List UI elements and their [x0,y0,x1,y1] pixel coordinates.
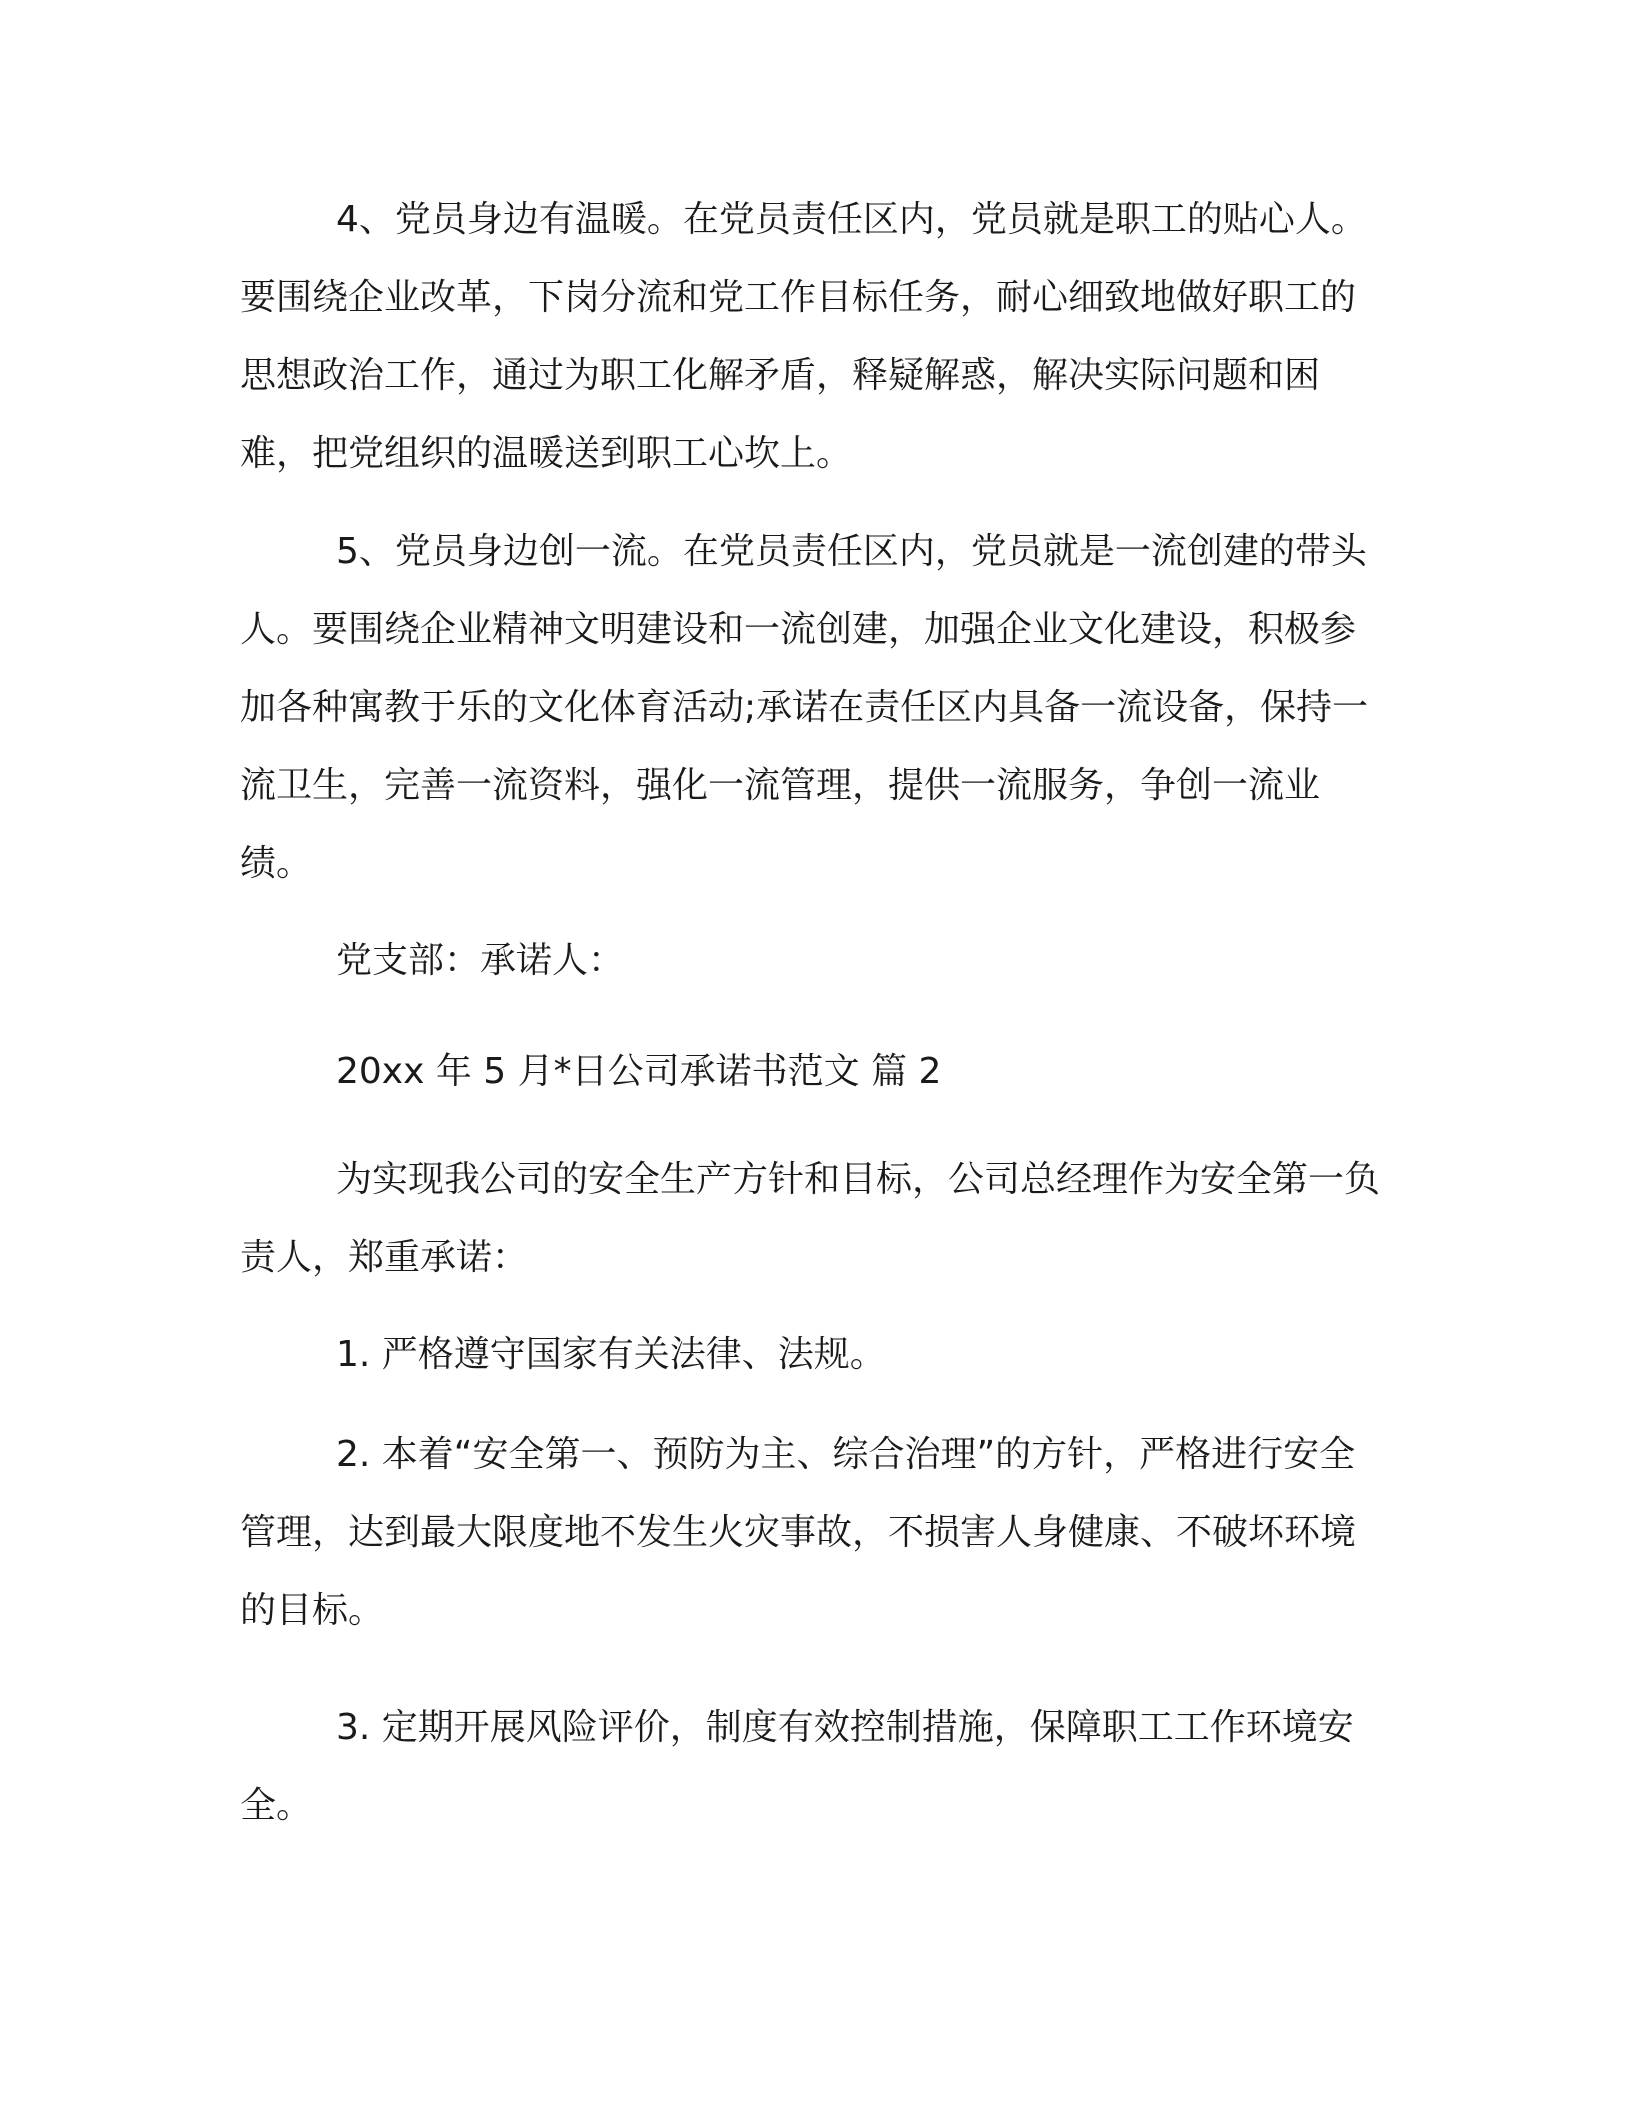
list-item-1: 1. 严格遵守国家有关法律、法规。 [336,1334,886,1375]
paragraph-signature-line: 党支部：承诺人： [336,940,625,981]
list-item-3: 3. 定期开展风险评价，制度有效控制措施，保障职工工作环境安全。 [240,1707,1354,1826]
paragraph-first-class: 5、党员身边创一流。在党员责任区内，党员就是一流创建的带头人。要围绕企业精神文明建设和一流创建，加强企业文化建设，积极参加各种寓教于乐的文化体育活动;承诺在责任区内具备一流设备，保持一流卫生，完善一流资料，强化一流管理，提供一流服务，争创一流业绩。 [240,531,1369,884]
section-heading: 20xx 年 5 月*日公司承诺书范文 篇 2 [336,1051,942,1092]
paragraph-intro: 为实现我公司的安全生产方针和目标，公司总经理作为安全第一负责人，郑重承诺： [240,1159,1381,1278]
list-item-2: 2. 本着“安全第一、预防为主、综合治理”的方针，严格进行安全管理，达到最大限度地不发生火灾事故，不损害人身健康、不破坏环境的目标。 [240,1434,1357,1631]
paragraph-warmth: 4、党员身边有温暖。在党员责任区内，党员就是职工的贴心人。要围绕企业改革，下岗分流和党工作目标任务，耐心细致地做好职工的思想政治工作，通过为职工化解矛盾，释疑解惑，解决实际问题和困难，把党组织的温暖送到职工心坎上。 [240,199,1367,474]
